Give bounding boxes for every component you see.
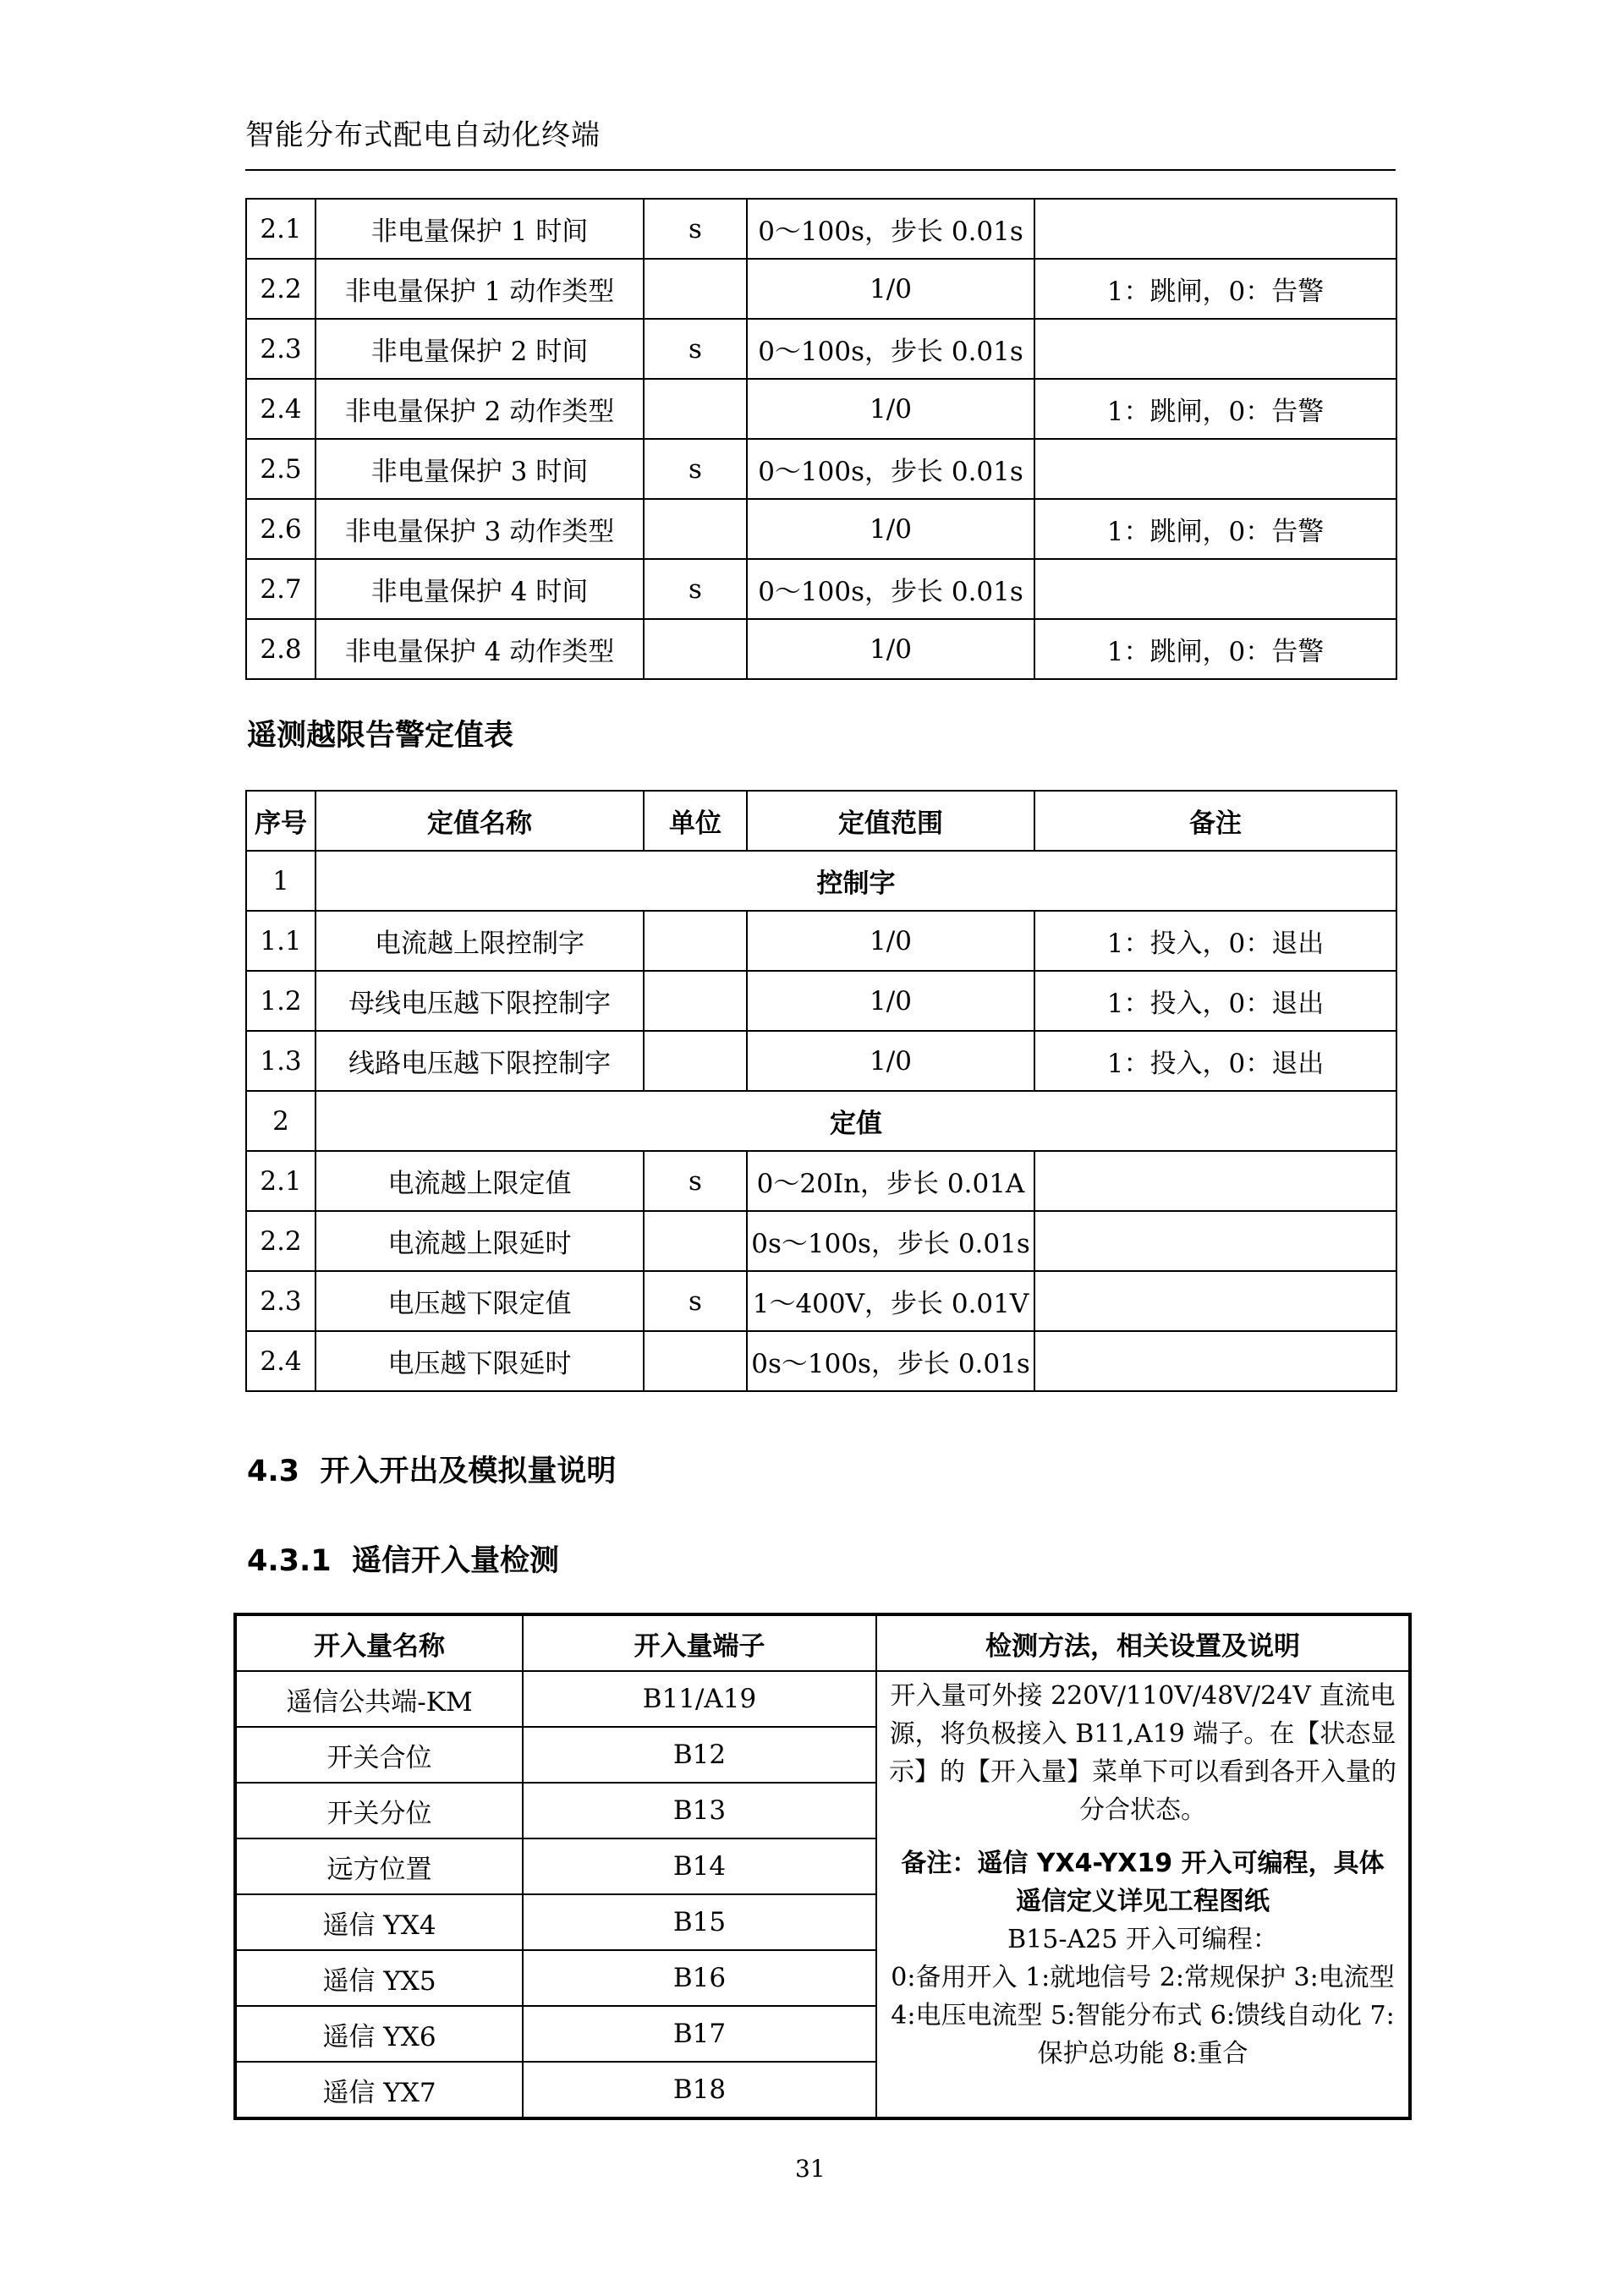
cell-no: 2.6 [246, 499, 315, 559]
programmable-range: B15-A25 开入可编程： [1007, 1925, 1278, 1954]
cell-unit [644, 259, 747, 319]
cell-unit [644, 1211, 747, 1271]
cell-note [1034, 1211, 1396, 1271]
cell-name: 电流越上限控制字 [315, 911, 644, 971]
cell-note [1034, 1151, 1396, 1211]
non-electrical-protection-table [245, 198, 1397, 680]
cell-no: 2.3 [246, 319, 315, 379]
cell-unit: s [644, 559, 747, 619]
table-row [246, 1331, 1396, 1391]
cell-input-terminal: B16 [523, 1950, 876, 2006]
cell-no: 2.4 [246, 1331, 315, 1391]
cell-range: 1/0 [747, 971, 1034, 1031]
cell-range: 0～100s，步长 0.01s [747, 559, 1034, 619]
cell-unit [644, 499, 747, 559]
header-range: 定值范围 [747, 791, 1034, 851]
cell-name: 非电量保护 3 动作类型 [315, 499, 644, 559]
cell-name: 非电量保护 4 时间 [315, 559, 644, 619]
header-note: 备注 [1034, 791, 1396, 851]
cell-unit [644, 1331, 747, 1391]
cell-range: 0～100s，步长 0.01s [747, 319, 1034, 379]
page-number: 31 [795, 2155, 826, 2183]
section-title: 开入开出及模拟量说明 [320, 1455, 617, 1488]
cell-input-name: 遥信 YX5 [235, 1950, 523, 2006]
cell-input-name: 开关合位 [235, 1727, 523, 1783]
cell-unit: s [644, 319, 747, 379]
cell-note: 1：跳闸，0：告警 [1034, 619, 1396, 679]
cell-note [1034, 1331, 1396, 1391]
cell-no: 2.1 [246, 1151, 315, 1211]
cell-no: 2.3 [246, 1271, 315, 1331]
cell-name: 非电量保护 2 时间 [315, 319, 644, 379]
table-row [246, 259, 1396, 319]
header-input-terminal: 开入量端子 [523, 1614, 876, 1671]
cell-input-name: 开关分位 [235, 1783, 523, 1838]
cell-no: 1.2 [246, 971, 315, 1031]
table-row [246, 1211, 1396, 1271]
table-row [246, 199, 1396, 259]
group-no: 1 [246, 851, 315, 911]
table-row [246, 499, 1396, 559]
section-title: 遥信开入量检测 [352, 1544, 560, 1578]
telemetry-table-heading: 遥测越限告警定值表 [247, 719, 514, 753]
header-name: 定值名称 [315, 791, 644, 851]
cell-no: 2.4 [246, 379, 315, 439]
group-title: 控制字 [315, 851, 1396, 911]
table-header-row [235, 1614, 1410, 1671]
group-row [246, 851, 1396, 911]
table-row [246, 1031, 1396, 1091]
detection-description-cell [876, 1671, 1410, 2118]
header-no: 序号 [246, 791, 315, 851]
cell-range: 1/0 [747, 379, 1034, 439]
cell-unit: s [644, 1151, 747, 1211]
cell-unit: s [644, 1271, 747, 1331]
cell-no: 2.2 [246, 259, 315, 319]
cell-input-terminal: B15 [523, 1894, 876, 1950]
cell-input-name: 遥信 YX6 [235, 2006, 523, 2062]
cell-input-terminal: B13 [523, 1783, 876, 1838]
group-title: 定值 [315, 1091, 1396, 1151]
cell-unit: s [644, 199, 747, 259]
table-row [246, 911, 1396, 971]
cell-name: 非电量保护 4 动作类型 [315, 619, 644, 679]
cell-no: 1.3 [246, 1031, 315, 1091]
cell-input-terminal: B14 [523, 1838, 876, 1894]
group-row [246, 1091, 1396, 1151]
cell-note: 1：投入，0：退出 [1034, 911, 1396, 971]
cell-range: 0～100s，步长 0.01s [747, 199, 1034, 259]
cell-unit [644, 911, 747, 971]
cell-range: 1/0 [747, 619, 1034, 679]
cell-input-terminal: B11/A19 [523, 1671, 876, 1727]
cell-range: 1/0 [747, 1031, 1034, 1091]
cell-range: 1/0 [747, 499, 1034, 559]
section-number: 4.3.1 [247, 1544, 332, 1578]
cell-note [1034, 199, 1396, 259]
cell-no: 2.5 [246, 439, 315, 499]
cell-input-terminal: B18 [523, 2062, 876, 2118]
cell-no: 2.8 [246, 619, 315, 679]
cell-unit [644, 619, 747, 679]
cell-name: 电流越上限延时 [315, 1211, 644, 1271]
cell-no: 2.2 [246, 1211, 315, 1271]
table-row [235, 1671, 1410, 1727]
header-input-name: 开入量名称 [235, 1614, 523, 1671]
cell-note [1034, 319, 1396, 379]
table-row [246, 559, 1396, 619]
table-row [246, 319, 1396, 379]
table-row [246, 619, 1396, 679]
cell-no: 1.1 [246, 911, 315, 971]
cell-input-name: 遥信公共端-KM [235, 1671, 523, 1727]
cell-name: 非电量保护 1 动作类型 [315, 259, 644, 319]
table-row [246, 379, 1396, 439]
cell-note: 1：跳闸，0：告警 [1034, 259, 1396, 319]
header-detection-method: 检测方法，相关设置及说明 [876, 1614, 1410, 1671]
table-row [246, 1151, 1396, 1211]
header-unit: 单位 [644, 791, 747, 851]
cell-range: 0～20In，步长 0.01A [747, 1151, 1034, 1211]
section-number: 4.3 [247, 1455, 300, 1488]
cell-range: 1/0 [747, 911, 1034, 971]
cell-note [1034, 439, 1396, 499]
table-row [246, 971, 1396, 1031]
table-header-row [246, 791, 1396, 851]
table-row [246, 439, 1396, 499]
cell-name: 电流越上限定值 [315, 1151, 644, 1211]
telemetry-limit-table [245, 790, 1397, 1392]
cell-name: 非电量保护 2 动作类型 [315, 379, 644, 439]
cell-name: 非电量保护 1 时间 [315, 199, 644, 259]
cell-name: 母线电压越下限控制字 [315, 971, 644, 1031]
cell-unit: s [644, 439, 747, 499]
cell-note: 1：投入，0：退出 [1034, 971, 1396, 1031]
cell-unit [644, 971, 747, 1031]
cell-name: 线路电压越下限控制字 [315, 1031, 644, 1091]
cell-input-name: 遥信 YX4 [235, 1894, 523, 1950]
cell-unit [644, 1031, 747, 1091]
cell-unit [644, 379, 747, 439]
description-text: 开入量可外接 220V/110V/48V/24V 直流电源，将负极接入 B11,A19 端子。在【状态显示】的【开入量】菜单下可以看到各开入量的分合状态。 [889, 1681, 1396, 1825]
cell-input-name: 遥信 YX7 [235, 2062, 523, 2118]
cell-input-name: 远方位置 [235, 1838, 523, 1894]
table-row [246, 1271, 1396, 1331]
cell-range: 0～100s，步长 0.01s [747, 439, 1034, 499]
cell-range: 1/0 [747, 259, 1034, 319]
programmable-note: 备注：遥信 YX4-YX19 开入可编程，具体遥信定义详见工程图纸 [901, 1849, 1385, 1916]
cell-note: 1：跳闸，0：告警 [1034, 499, 1396, 559]
cell-range: 0s～100s，步长 0.01s [747, 1331, 1034, 1391]
cell-name: 电压越下限定值 [315, 1271, 644, 1331]
programmable-options: 0:备用开入 1:就地信号 2:常规保护 3:电流型 4:电压电流型 5:智能分布式 6:馈线自动化 7:保护总功能 8:重合 [891, 1963, 1395, 2069]
cell-input-terminal: B17 [523, 2006, 876, 2062]
cell-note [1034, 1271, 1396, 1331]
cell-note: 1：投入，0：退出 [1034, 1031, 1396, 1091]
header-divider [245, 169, 1396, 171]
cell-range: 0s～100s，步长 0.01s [747, 1211, 1034, 1271]
cell-range: 1～400V，步长 0.01V [747, 1271, 1034, 1331]
binary-input-table [233, 1613, 1412, 2120]
group-no: 2 [246, 1091, 315, 1151]
cell-name: 非电量保护 3 时间 [315, 439, 644, 499]
cell-note: 1：跳闸，0：告警 [1034, 379, 1396, 439]
section-4-3-1-heading [247, 1537, 559, 1580]
section-4-3-heading [247, 1448, 616, 1490]
cell-no: 2.1 [246, 199, 315, 259]
document-header-title: 智能分布式配电自动化终端 [245, 118, 601, 152]
cell-input-terminal: B12 [523, 1727, 876, 1783]
cell-name: 电压越下限延时 [315, 1331, 644, 1391]
cell-no: 2.7 [246, 559, 315, 619]
cell-note [1034, 559, 1396, 619]
